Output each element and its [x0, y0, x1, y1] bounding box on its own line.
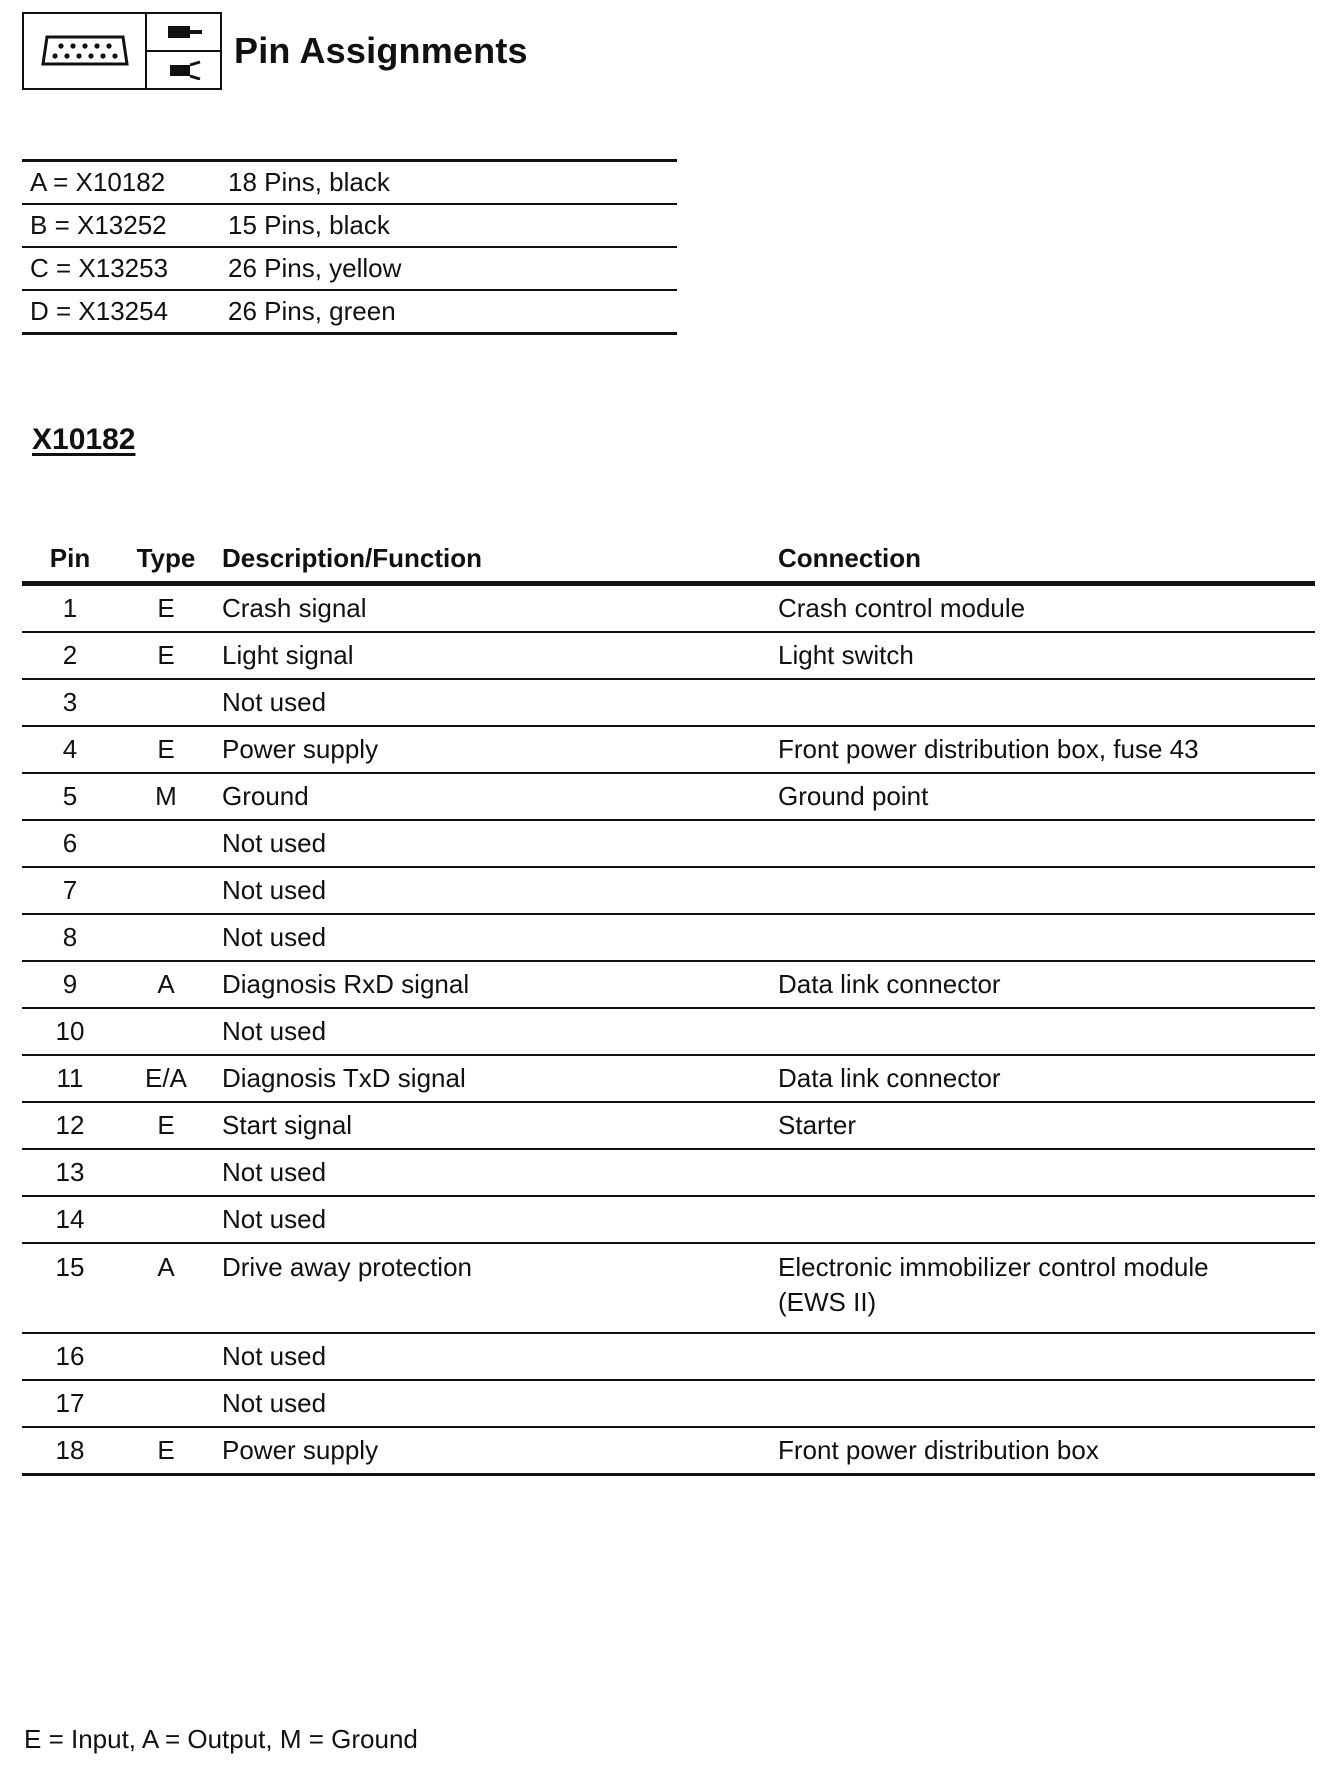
pin-description: Not used	[214, 820, 770, 867]
pin-number: 2	[22, 632, 118, 679]
column-header-description: Description/Function	[214, 535, 770, 584]
pin-number: 12	[22, 1102, 118, 1149]
plug-connect-icon	[147, 14, 220, 52]
pin-connection: Light switch	[770, 632, 1315, 679]
pin-type	[118, 1380, 214, 1427]
connector-code: A = X10182	[22, 161, 220, 205]
column-header-pin: Pin	[22, 535, 118, 584]
pin-type: E/A	[118, 1055, 214, 1102]
pin-number: 8	[22, 914, 118, 961]
connector-description: 26 Pins, yellow	[220, 247, 677, 290]
pin-type	[118, 1333, 214, 1380]
pin-description: Start signal	[214, 1102, 770, 1149]
pin-number: 9	[22, 961, 118, 1008]
pin-connection: Crash control module	[770, 584, 1315, 633]
pin-type	[118, 1008, 214, 1055]
pin-type: A	[118, 1243, 214, 1333]
pin-connection-line: (EWS II)	[778, 1287, 877, 1317]
table-row	[22, 914, 1315, 961]
table-row	[22, 1243, 1315, 1333]
pin-assignment-table	[22, 535, 1315, 1476]
connector-summary-table	[22, 159, 677, 335]
table-row	[22, 820, 1315, 867]
connector-description: 26 Pins, green	[220, 290, 677, 334]
connector-description: 15 Pins, black	[220, 204, 677, 247]
pin-type: E	[118, 1427, 214, 1475]
pin-description: Ground	[214, 773, 770, 820]
type-legend: E = Input, A = Output, M = Ground	[24, 1724, 418, 1754]
pin-connection	[770, 867, 1315, 914]
pin-type	[118, 679, 214, 726]
table-row	[22, 1380, 1315, 1427]
connector-code: C = X13253	[22, 247, 220, 290]
connector-code: D = X13254	[22, 290, 220, 334]
table-row	[22, 1008, 1315, 1055]
table-row	[22, 1055, 1315, 1102]
pin-description: Not used	[214, 1008, 770, 1055]
section-heading: X10182	[32, 423, 136, 456]
pin-type	[118, 914, 214, 961]
table-row	[22, 726, 1315, 773]
connector-description: 18 Pins, black	[220, 161, 677, 205]
pin-connection	[770, 1243, 1315, 1333]
table-row	[22, 1333, 1315, 1380]
pin-description: Not used	[214, 1380, 770, 1427]
pin-number: 6	[22, 820, 118, 867]
pin-description: Not used	[214, 1196, 770, 1243]
table-row	[22, 1427, 1315, 1475]
pin-description: Not used	[214, 679, 770, 726]
table-row	[22, 961, 1315, 1008]
table-row	[22, 773, 1315, 820]
pin-connection: Data link connector	[770, 961, 1315, 1008]
pin-connection	[770, 820, 1315, 867]
page-header	[22, 12, 528, 90]
pin-number: 10	[22, 1008, 118, 1055]
pin-type	[118, 820, 214, 867]
table-row	[22, 204, 677, 247]
table-row	[22, 1102, 1315, 1149]
page-title: Pin Assignments	[234, 30, 528, 71]
table-row	[22, 632, 1315, 679]
connector-code: B = X13252	[22, 204, 220, 247]
column-header-connection: Connection	[770, 535, 1315, 584]
pin-number: 17	[22, 1380, 118, 1427]
pin-description: Not used	[214, 1333, 770, 1380]
pin-connection: Data link connector	[770, 1055, 1315, 1102]
pin-connection	[770, 679, 1315, 726]
pin-number: 3	[22, 679, 118, 726]
pin-number: 18	[22, 1427, 118, 1475]
connector-icon	[24, 14, 147, 88]
pin-description: Diagnosis RxD signal	[214, 961, 770, 1008]
pin-connection	[770, 1333, 1315, 1380]
pin-connection	[770, 1380, 1315, 1427]
pin-description: Not used	[214, 914, 770, 961]
pin-number: 1	[22, 584, 118, 633]
pin-description: Not used	[214, 867, 770, 914]
pin-number: 5	[22, 773, 118, 820]
pin-number: 11	[22, 1055, 118, 1102]
pin-connection-line: Electronic immobilizer control module	[778, 1252, 1209, 1282]
table-header-row	[22, 535, 1315, 584]
pin-number: 14	[22, 1196, 118, 1243]
pin-connection: Ground point	[770, 773, 1315, 820]
table-row	[22, 1149, 1315, 1196]
pin-number: 15	[22, 1243, 118, 1333]
pin-description: Light signal	[214, 632, 770, 679]
pin-connection: Front power distribution box	[770, 1427, 1315, 1475]
pin-description: Crash signal	[214, 584, 770, 633]
pin-type	[118, 1149, 214, 1196]
column-header-type: Type	[118, 535, 214, 584]
pin-connection	[770, 1196, 1315, 1243]
table-row	[22, 679, 1315, 726]
table-row	[22, 584, 1315, 633]
table-row	[22, 247, 677, 290]
pin-type: E	[118, 1102, 214, 1149]
table-row	[22, 161, 677, 205]
pin-type: M	[118, 773, 214, 820]
connector-icon-box	[22, 12, 222, 90]
pin-type: E	[118, 726, 214, 773]
pin-connection	[770, 1008, 1315, 1055]
pin-type	[118, 867, 214, 914]
table-row	[22, 290, 677, 334]
pin-description: Diagnosis TxD signal	[214, 1055, 770, 1102]
pin-number: 13	[22, 1149, 118, 1196]
pin-number: 7	[22, 867, 118, 914]
pin-description: Power supply	[214, 726, 770, 773]
plug-disconnect-icon	[147, 52, 220, 88]
table-row	[22, 867, 1315, 914]
pin-connection	[770, 1149, 1315, 1196]
pin-type: A	[118, 961, 214, 1008]
pin-number: 16	[22, 1333, 118, 1380]
pin-description: Power supply	[214, 1427, 770, 1475]
pin-type: E	[118, 632, 214, 679]
pin-number: 4	[22, 726, 118, 773]
table-row	[22, 1196, 1315, 1243]
pin-type	[118, 1196, 214, 1243]
pin-connection: Starter	[770, 1102, 1315, 1149]
pin-connection: Front power distribution box, fuse 43	[770, 726, 1315, 773]
pin-connection	[770, 914, 1315, 961]
pin-description: Drive away protection	[214, 1243, 770, 1333]
pin-description: Not used	[214, 1149, 770, 1196]
pin-type: E	[118, 584, 214, 633]
